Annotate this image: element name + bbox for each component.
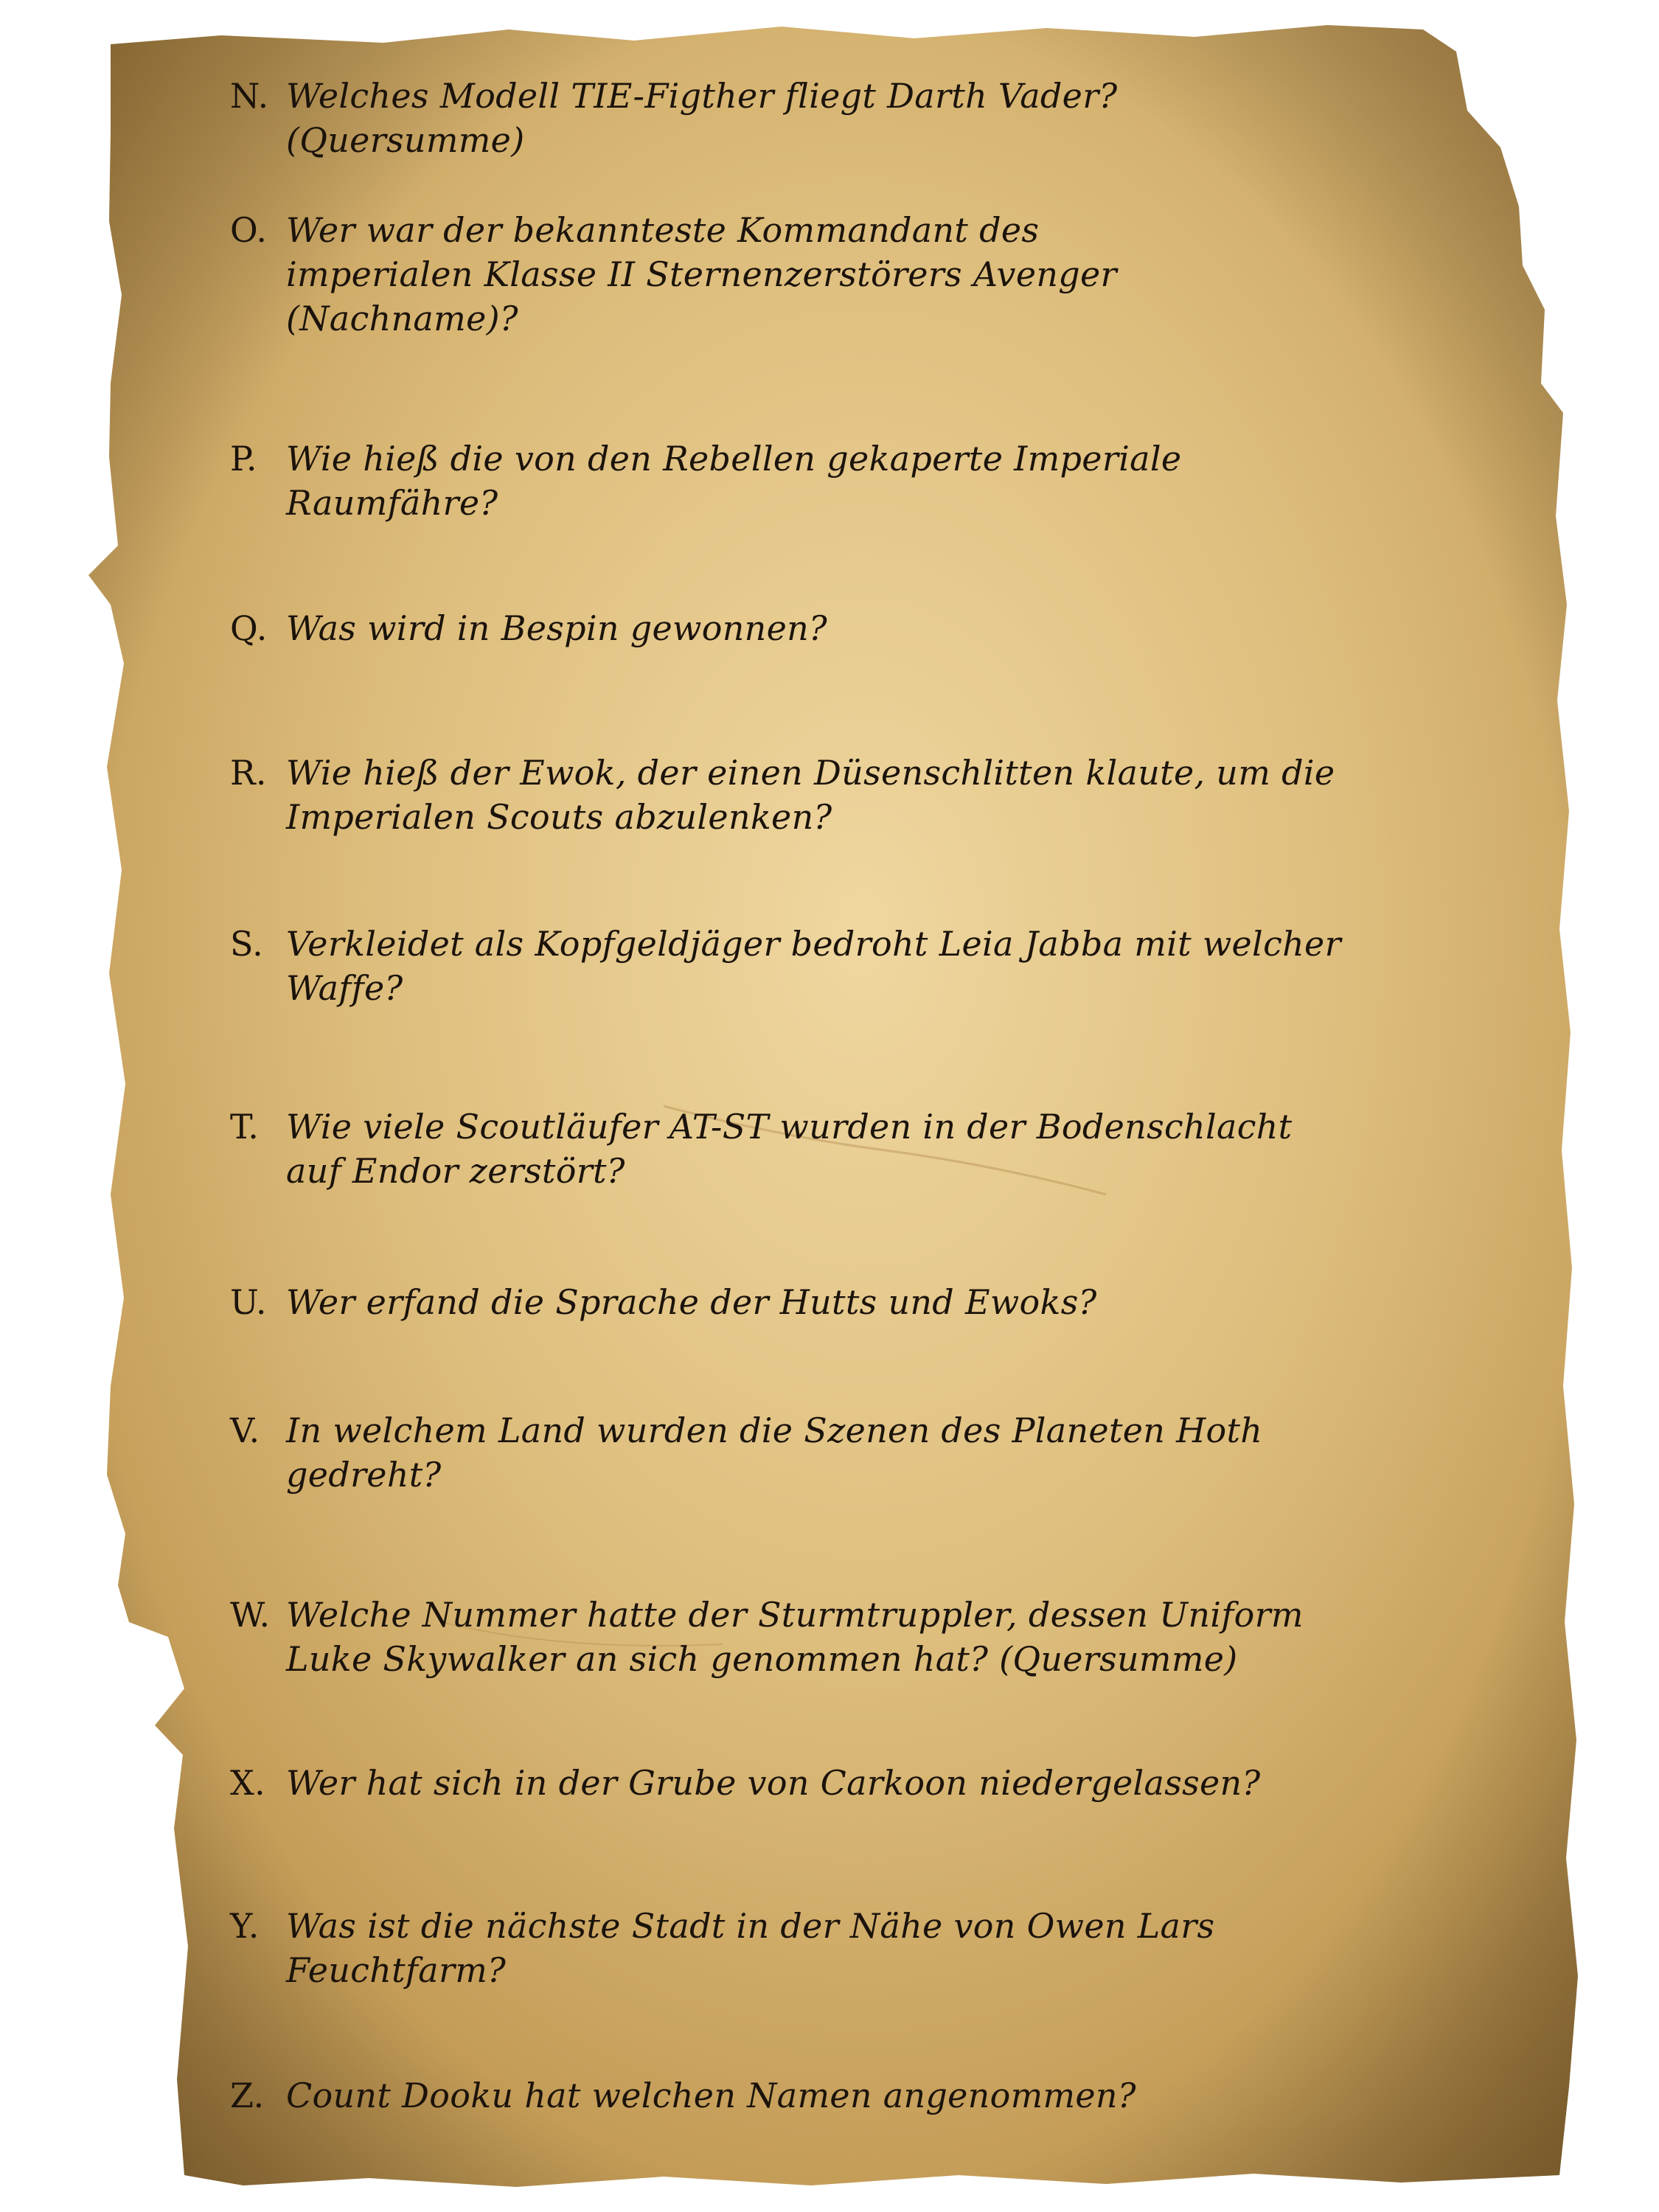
question-item bbox=[230, 1280, 1557, 1324]
question-letter: T. bbox=[230, 1107, 260, 1147]
question-text-line: In welchem Land wurden die Szenen des Planeten Hoth bbox=[286, 1411, 1263, 1450]
question-text-line: Wie hieß die von den Rebellen gekaperte Imperiale bbox=[286, 439, 1182, 479]
question-text-line: Wer war der bekannteste Kommandant des bbox=[286, 210, 1040, 250]
question-text-line: Was ist die nächste Stadt in der Nähe von Owen Lars bbox=[286, 1906, 1215, 1946]
question-item bbox=[230, 2073, 1557, 2118]
question-letter: O. bbox=[230, 210, 268, 250]
question-item bbox=[230, 1761, 1557, 1805]
question-text-line: gedreht? bbox=[286, 1455, 442, 1495]
question-text-line: Was wird in Bespin gewonnen? bbox=[286, 608, 827, 648]
question-text-line: Wie viele Scoutläufer AT-ST wurden in der Bodenschlacht bbox=[286, 1107, 1293, 1147]
question-text-line: (Quersumme) bbox=[286, 120, 525, 160]
question-item bbox=[230, 1105, 1557, 1193]
question-letter: U. bbox=[230, 1282, 267, 1322]
question-text-line: imperialen Klasse II Sternenzerstörers Avenger bbox=[286, 254, 1117, 294]
question-text-line: Wer hat sich in der Grube von Carkoon niedergelassen? bbox=[286, 1763, 1261, 1803]
question-item bbox=[230, 74, 1557, 162]
question-text-line: Welche Nummer hatte der Sturmtruppler, dessen Uniform bbox=[286, 1595, 1304, 1635]
question-text-line: Verkleidet als Kopfgeldjäger bedroht Leia Jabba mit welcher bbox=[286, 924, 1341, 964]
question-text-line: auf Endor zerstört? bbox=[286, 1151, 625, 1191]
question-text-line: Imperialen Scouts abzulenken? bbox=[286, 797, 832, 837]
question-text-line: Wie hieß der Ewok, der einen Düsenschlitten klaute, um die bbox=[286, 753, 1335, 793]
question-item bbox=[230, 606, 1557, 650]
question-item bbox=[230, 751, 1557, 839]
question-letter: N. bbox=[230, 76, 269, 116]
question-letter: P. bbox=[230, 439, 257, 479]
question-text-line: Luke Skywalker an sich genommen hat? (Quersumme) bbox=[286, 1639, 1238, 1679]
question-item bbox=[230, 1408, 1557, 1497]
question-item bbox=[230, 1593, 1557, 1681]
question-letter: R. bbox=[230, 753, 267, 793]
question-letter: Z. bbox=[230, 2076, 265, 2115]
question-text-line: Welches Modell TIE-Figther fliegt Darth Vader? bbox=[286, 76, 1118, 116]
question-text-line: Count Dooku hat welchen Namen angenommen? bbox=[286, 2076, 1136, 2115]
question-text-line: Raumfähre? bbox=[286, 483, 498, 523]
question-letter: W. bbox=[230, 1595, 271, 1635]
question-letter: Y. bbox=[230, 1906, 260, 1946]
question-letter: V. bbox=[230, 1411, 260, 1450]
question-text-line: (Nachname)? bbox=[286, 299, 518, 338]
question-text-line: Feuchtfarm? bbox=[286, 1950, 507, 1990]
question-item bbox=[230, 1904, 1557, 1992]
question-letter: X. bbox=[230, 1763, 265, 1803]
question-item bbox=[230, 437, 1557, 525]
question-item bbox=[230, 922, 1557, 1010]
question-text-line: Wer erfand die Sprache der Hutts und Ewoks? bbox=[286, 1282, 1097, 1322]
question-letter: S. bbox=[230, 924, 264, 964]
question-text-line: Waffe? bbox=[286, 968, 403, 1008]
question-letter: Q. bbox=[230, 608, 268, 648]
question-item bbox=[230, 208, 1557, 341]
